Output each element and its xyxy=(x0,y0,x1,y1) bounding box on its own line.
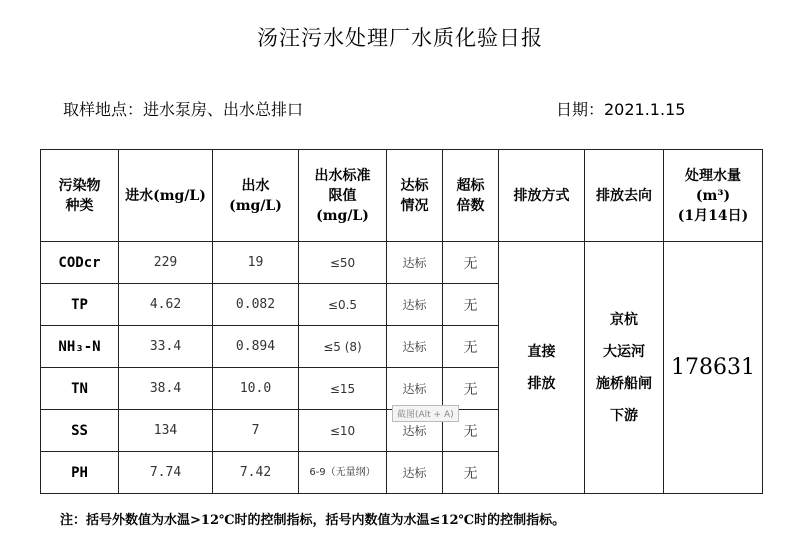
header-exceed: 超标 倍数 xyxy=(443,150,499,242)
volume-value: 178631 xyxy=(664,242,763,494)
limit-cell: ≤50 xyxy=(299,242,387,284)
effluent-cell: 7 xyxy=(213,410,299,452)
header-limit: 出水标准 限值 (mg/L) xyxy=(299,150,387,242)
param-cell: TN xyxy=(41,368,119,410)
param-cell: SS xyxy=(41,410,119,452)
effluent-cell: 10.0 xyxy=(213,368,299,410)
param-cell: NH₃-N xyxy=(41,326,119,368)
exceed-cell: 无 xyxy=(443,410,499,452)
header-row xyxy=(41,150,763,242)
status-cell: 达标 xyxy=(387,410,443,452)
report-title: 汤汪污水处理厂水质化验日报 xyxy=(257,26,543,50)
limit-cell: ≤15 xyxy=(299,368,387,410)
header-effluent: 出水 (mg/L) xyxy=(213,150,299,242)
influent-cell: 229 xyxy=(119,242,213,284)
influent-cell: 33.4 xyxy=(119,326,213,368)
header-pollutant: 污染物 种类 xyxy=(41,150,119,242)
water-quality-table xyxy=(40,149,763,494)
exceed-cell: 无 xyxy=(443,284,499,326)
limit-cell: ≤0.5 xyxy=(299,284,387,326)
header-volume: 处理水量 (m³) (1月14日) xyxy=(664,150,763,242)
param-cell: TP xyxy=(41,284,119,326)
influent-cell: 4.62 xyxy=(119,284,213,326)
limit-cell: ≤5 (8) xyxy=(299,326,387,368)
footnote: 注：括号外数值为水温>12℃时的控制指标，括号内数值为水温≤12℃时的控制指标。 xyxy=(60,513,566,528)
status-cell: 达标 xyxy=(387,284,443,326)
limit-cell: ≤10 xyxy=(299,410,387,452)
status-cell: 达标 xyxy=(387,242,443,284)
influent-cell: 7.74 xyxy=(119,452,213,494)
status-cell: 达标 xyxy=(387,326,443,368)
effluent-cell: 0.082 xyxy=(213,284,299,326)
header-compliance: 达标 情况 xyxy=(387,150,443,242)
effluent-cell: 0.894 xyxy=(213,326,299,368)
exceed-cell: 无 xyxy=(443,326,499,368)
header-influent: 进水(mg/L) xyxy=(119,150,213,242)
param-cell: CODcr xyxy=(41,242,119,284)
status-cell: 达标 xyxy=(387,368,443,410)
exceed-cell: 无 xyxy=(443,242,499,284)
limit-cell: 6-9（无量纲） xyxy=(299,452,387,494)
discharge-mode-cell: 直接 排放 xyxy=(499,242,585,494)
header-discharge-mode: 排放方式 xyxy=(499,150,585,242)
influent-cell: 134 xyxy=(119,410,213,452)
influent-cell: 38.4 xyxy=(119,368,213,410)
effluent-cell: 19 xyxy=(213,242,299,284)
report-date: 日期：2021.1.15 xyxy=(556,100,686,119)
table-row xyxy=(41,242,763,284)
effluent-cell: 7.42 xyxy=(213,452,299,494)
status-cell: 达标 xyxy=(387,452,443,494)
sampling-location: 取样地点：进水泵房、出水总排口 xyxy=(63,100,304,119)
exceed-cell: 无 xyxy=(443,368,499,410)
param-cell: PH xyxy=(41,452,119,494)
screenshot-tooltip: 截图(Alt + A) xyxy=(392,405,459,422)
header-discharge-dest: 排放去向 xyxy=(585,150,664,242)
discharge-dest-cell: 京杭 大运河 施桥船闸 下游 xyxy=(585,242,664,494)
exceed-cell: 无 xyxy=(443,452,499,494)
